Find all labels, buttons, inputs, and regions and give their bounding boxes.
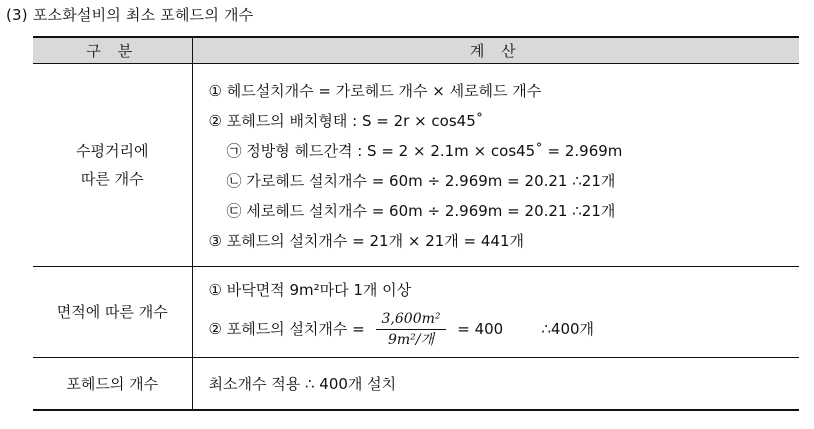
calc-cell: 최소개수 적용 ∴ 400개 설치: [208, 375, 397, 393]
row-label-line: 수평거리에: [76, 142, 149, 160]
calc-cell: [192, 64, 799, 267]
calc-line: ③ 포헤드의 설치개수 = 21개 × 21개 = 441개: [208, 232, 524, 250]
calc-line: ㉢ 세로헤드 설치개수 = 60m ÷ 2.969m = 20.21 ∴21개: [226, 202, 616, 220]
header-category: 구 분: [33, 37, 192, 64]
table-row: [33, 267, 799, 358]
calc-line: ① 바닥면적 9m²마다 1개 이상: [208, 281, 412, 299]
header-calculation: 계 산: [192, 37, 799, 64]
fraction-denominator: 9m²/개: [387, 332, 435, 348]
calc-line: ① 헤드설치개수 = 가로헤드 개수 × 세로헤드 개수: [208, 82, 542, 100]
section-title: (3) 포소화설비의 최소 포헤드의 개수: [6, 6, 254, 24]
table-header-row: [33, 37, 799, 64]
calc-line-fraction: [209, 305, 800, 353]
row-label-area: 면적에 따른 개수: [33, 267, 192, 358]
calc-suffix: = 400 ∴400개: [452, 320, 595, 338]
calc-prefix: ② 포헤드의 설치개수 =: [208, 320, 370, 338]
calc-line: ② 포헤드의 배치형태 : S = 2r × cos45˚: [208, 112, 484, 130]
calc-line: ㉠ 정방형 헤드간격 : S = 2 × 2.1m × cos45˚ = 2.969m: [226, 142, 623, 160]
table-row: [33, 358, 799, 411]
calc-cell: [192, 267, 799, 358]
table-row: [33, 64, 799, 267]
row-label-line: 따른 개수: [80, 170, 144, 188]
calc-line: ㉡ 가로헤드 설치개수 = 60m ÷ 2.969m = 20.21 ∴21개: [226, 172, 616, 190]
row-label-count: 포헤드의 개수: [33, 358, 192, 411]
calculation-table: [33, 36, 799, 411]
fraction: [376, 309, 447, 350]
row-label-horizontal-distance: [33, 64, 192, 267]
fraction-numerator: 3,600m²: [376, 309, 447, 330]
